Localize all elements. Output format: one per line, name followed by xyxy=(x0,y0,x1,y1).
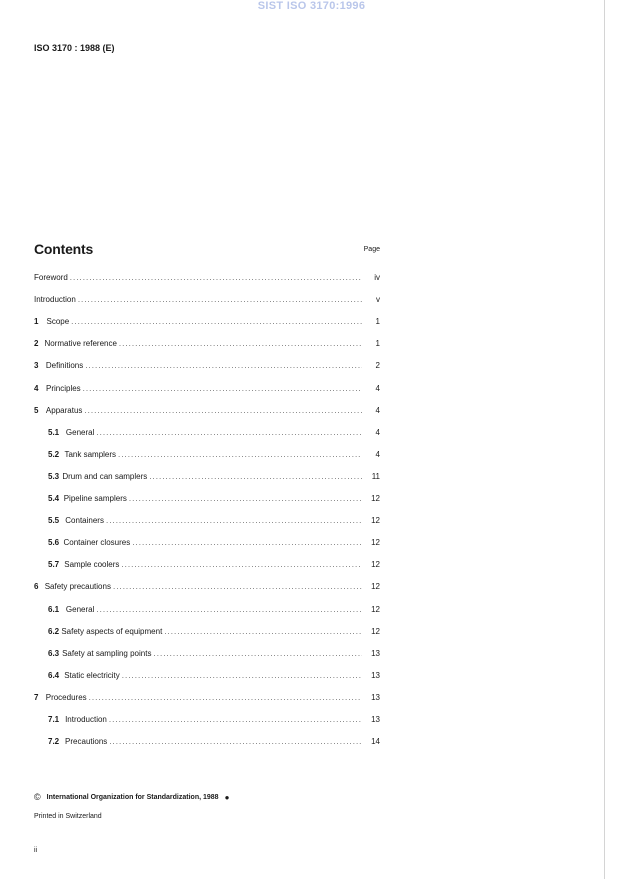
toc-entry-page: 11 xyxy=(371,472,380,481)
toc-entry-title: Safety precautions xyxy=(44,582,111,591)
toc-entry-title: Precautions xyxy=(65,737,108,746)
toc-entry[interactable] xyxy=(34,405,380,417)
toc-entry-title: Drum and can samplers xyxy=(62,472,148,481)
watermark: SIST ISO 3170:1996 xyxy=(257,0,366,12)
toc-entry-title: Tank samplers xyxy=(64,450,117,459)
toc-entry[interactable] xyxy=(48,648,380,660)
toc-entry-page: 13 xyxy=(371,671,380,680)
toc-entry-page: iv xyxy=(374,273,380,282)
toc-leader-dots xyxy=(96,604,362,616)
toc-entry-number: 5.6 xyxy=(48,538,60,547)
page-column-label: Page xyxy=(363,246,380,253)
bullet-icon: ● xyxy=(224,792,230,802)
toc-entry-title: Safety aspects of equipment xyxy=(61,627,163,636)
toc-entry-number: 5 xyxy=(34,406,39,415)
toc-entry[interactable] xyxy=(34,338,380,350)
toc-entry-title: Scope xyxy=(46,317,70,326)
toc-entry-title: Pipeline samplers xyxy=(63,494,127,503)
toc-leader-dots xyxy=(89,692,362,704)
toc-entry[interactable] xyxy=(48,670,380,682)
toc-entry-number: 5.2 xyxy=(48,450,60,459)
toc-leader-dots xyxy=(153,648,362,660)
toc-entry[interactable] xyxy=(34,581,380,593)
toc-entry-page: 4 xyxy=(375,384,380,393)
toc-entry-number: 5.7 xyxy=(48,560,60,569)
toc-entry[interactable] xyxy=(34,294,380,306)
toc-entry-title: Introduction xyxy=(34,295,76,304)
toc-leader-dots xyxy=(70,272,362,284)
toc-entry-title: Foreword xyxy=(34,273,68,282)
toc-entry-number: 6.2 xyxy=(48,627,60,636)
toc-entry-title: General xyxy=(65,428,95,437)
toc-entry-title: Introduction xyxy=(65,715,107,724)
toc-entry[interactable] xyxy=(34,692,380,704)
toc-entry-title: Procedures xyxy=(45,693,87,702)
toc-entry-number: 4 xyxy=(34,384,39,393)
toc-entry[interactable] xyxy=(48,604,380,616)
toc-entry[interactable] xyxy=(48,559,380,571)
toc-entry-page: 12 xyxy=(371,494,380,503)
toc-entry-page: 12 xyxy=(371,560,380,569)
toc-entry-page: 12 xyxy=(371,516,380,525)
standard-id: ISO 3170 : 1988 (E) xyxy=(34,43,115,53)
toc-entry[interactable] xyxy=(48,493,380,505)
toc-entry[interactable] xyxy=(48,515,380,527)
printed-in: Printed in Switzerland xyxy=(34,813,102,820)
toc-entry[interactable] xyxy=(34,316,380,328)
toc-entry-title: Sample coolers xyxy=(64,560,120,569)
toc-entry-page: 12 xyxy=(371,538,380,547)
toc-leader-dots xyxy=(71,316,362,328)
toc-entry[interactable] xyxy=(48,626,380,638)
toc-entry[interactable] xyxy=(48,449,380,461)
toc-leader-dots xyxy=(129,493,362,505)
toc-entry-title: Container closures xyxy=(63,538,131,547)
toc-entry-title: Static electricity xyxy=(64,671,120,680)
toc-entry[interactable] xyxy=(48,471,380,483)
toc-entry-number: 5.1 xyxy=(48,428,60,437)
toc-leader-dots xyxy=(84,405,362,417)
toc-entry-page: v xyxy=(376,295,380,304)
toc-leader-dots xyxy=(132,537,362,549)
toc-entry-number: 6 xyxy=(34,582,39,591)
copyright-symbol: © xyxy=(34,792,41,802)
toc-entry-number: 2 xyxy=(34,339,39,348)
toc-leader-dots xyxy=(109,736,362,748)
toc-entry-title: Safety at sampling points xyxy=(62,649,152,658)
toc-entry-page: 13 xyxy=(371,649,380,658)
toc-entry[interactable] xyxy=(34,272,380,284)
toc-entry-page: 4 xyxy=(375,450,380,459)
toc-entry-title: Normative reference xyxy=(44,339,117,348)
toc-entry-number: 3 xyxy=(34,361,39,370)
toc-entry[interactable] xyxy=(34,360,380,372)
contents-title: Contents xyxy=(34,241,94,257)
toc-leader-dots xyxy=(149,471,362,483)
toc-leader-dots xyxy=(106,515,362,527)
toc-entry-page: 12 xyxy=(371,627,380,636)
toc-entry-page: 1 xyxy=(375,317,380,326)
toc-entry-page: 12 xyxy=(371,605,380,614)
toc-entry-page: 13 xyxy=(371,715,380,724)
toc-entry-number: 7.1 xyxy=(48,715,60,724)
toc-entry-page: 1 xyxy=(375,339,380,348)
toc-entry[interactable] xyxy=(48,427,380,439)
toc-leader-dots xyxy=(122,670,362,682)
toc-leader-dots xyxy=(85,360,362,372)
toc-leader-dots xyxy=(83,383,362,395)
toc-entry-page: 12 xyxy=(371,582,380,591)
toc-entry-page: 14 xyxy=(371,737,380,746)
toc-entry-number: 1 xyxy=(34,317,39,326)
toc-entry-number: 5.5 xyxy=(48,516,60,525)
toc-entry-number: 7.2 xyxy=(48,737,60,746)
toc-entry-title: General xyxy=(65,605,95,614)
toc-entry-page: 13 xyxy=(371,693,380,702)
toc-entry[interactable] xyxy=(34,383,380,395)
toc-leader-dots xyxy=(118,449,362,461)
toc-entry-title: Principles xyxy=(45,384,81,393)
toc-leader-dots xyxy=(121,559,362,571)
toc-entry-title: Containers xyxy=(65,516,104,525)
toc-entry-page: 4 xyxy=(375,428,380,437)
toc-leader-dots xyxy=(96,427,362,439)
toc-entry[interactable] xyxy=(48,736,380,748)
toc-entry-page: 4 xyxy=(375,406,380,415)
toc-entry-number: 6.3 xyxy=(48,649,60,658)
toc-leader-dots xyxy=(164,626,362,638)
toc-entry-title: Definitions xyxy=(45,361,84,370)
page-number: ii xyxy=(34,847,38,854)
toc-entry-number: 5.3 xyxy=(48,472,60,481)
page-edge-line xyxy=(604,0,605,879)
toc-entry-number: 5.4 xyxy=(48,494,60,503)
toc-leader-dots xyxy=(119,338,362,350)
toc-entry-number: 7 xyxy=(34,693,39,702)
toc-entry-title: Apparatus xyxy=(45,406,83,415)
toc-entry-number: 6.1 xyxy=(48,605,60,614)
toc-entry-number: 6.4 xyxy=(48,671,60,680)
toc-leader-dots xyxy=(78,294,362,306)
copyright-line xyxy=(34,792,229,802)
toc-leader-dots xyxy=(113,581,362,593)
copyright-text: International Organization for Standardization, 1988 xyxy=(46,793,219,801)
toc-leader-dots xyxy=(109,714,362,726)
toc-entry-page: 2 xyxy=(375,361,380,370)
toc-entry[interactable] xyxy=(48,714,380,726)
toc-entry[interactable] xyxy=(48,537,380,549)
